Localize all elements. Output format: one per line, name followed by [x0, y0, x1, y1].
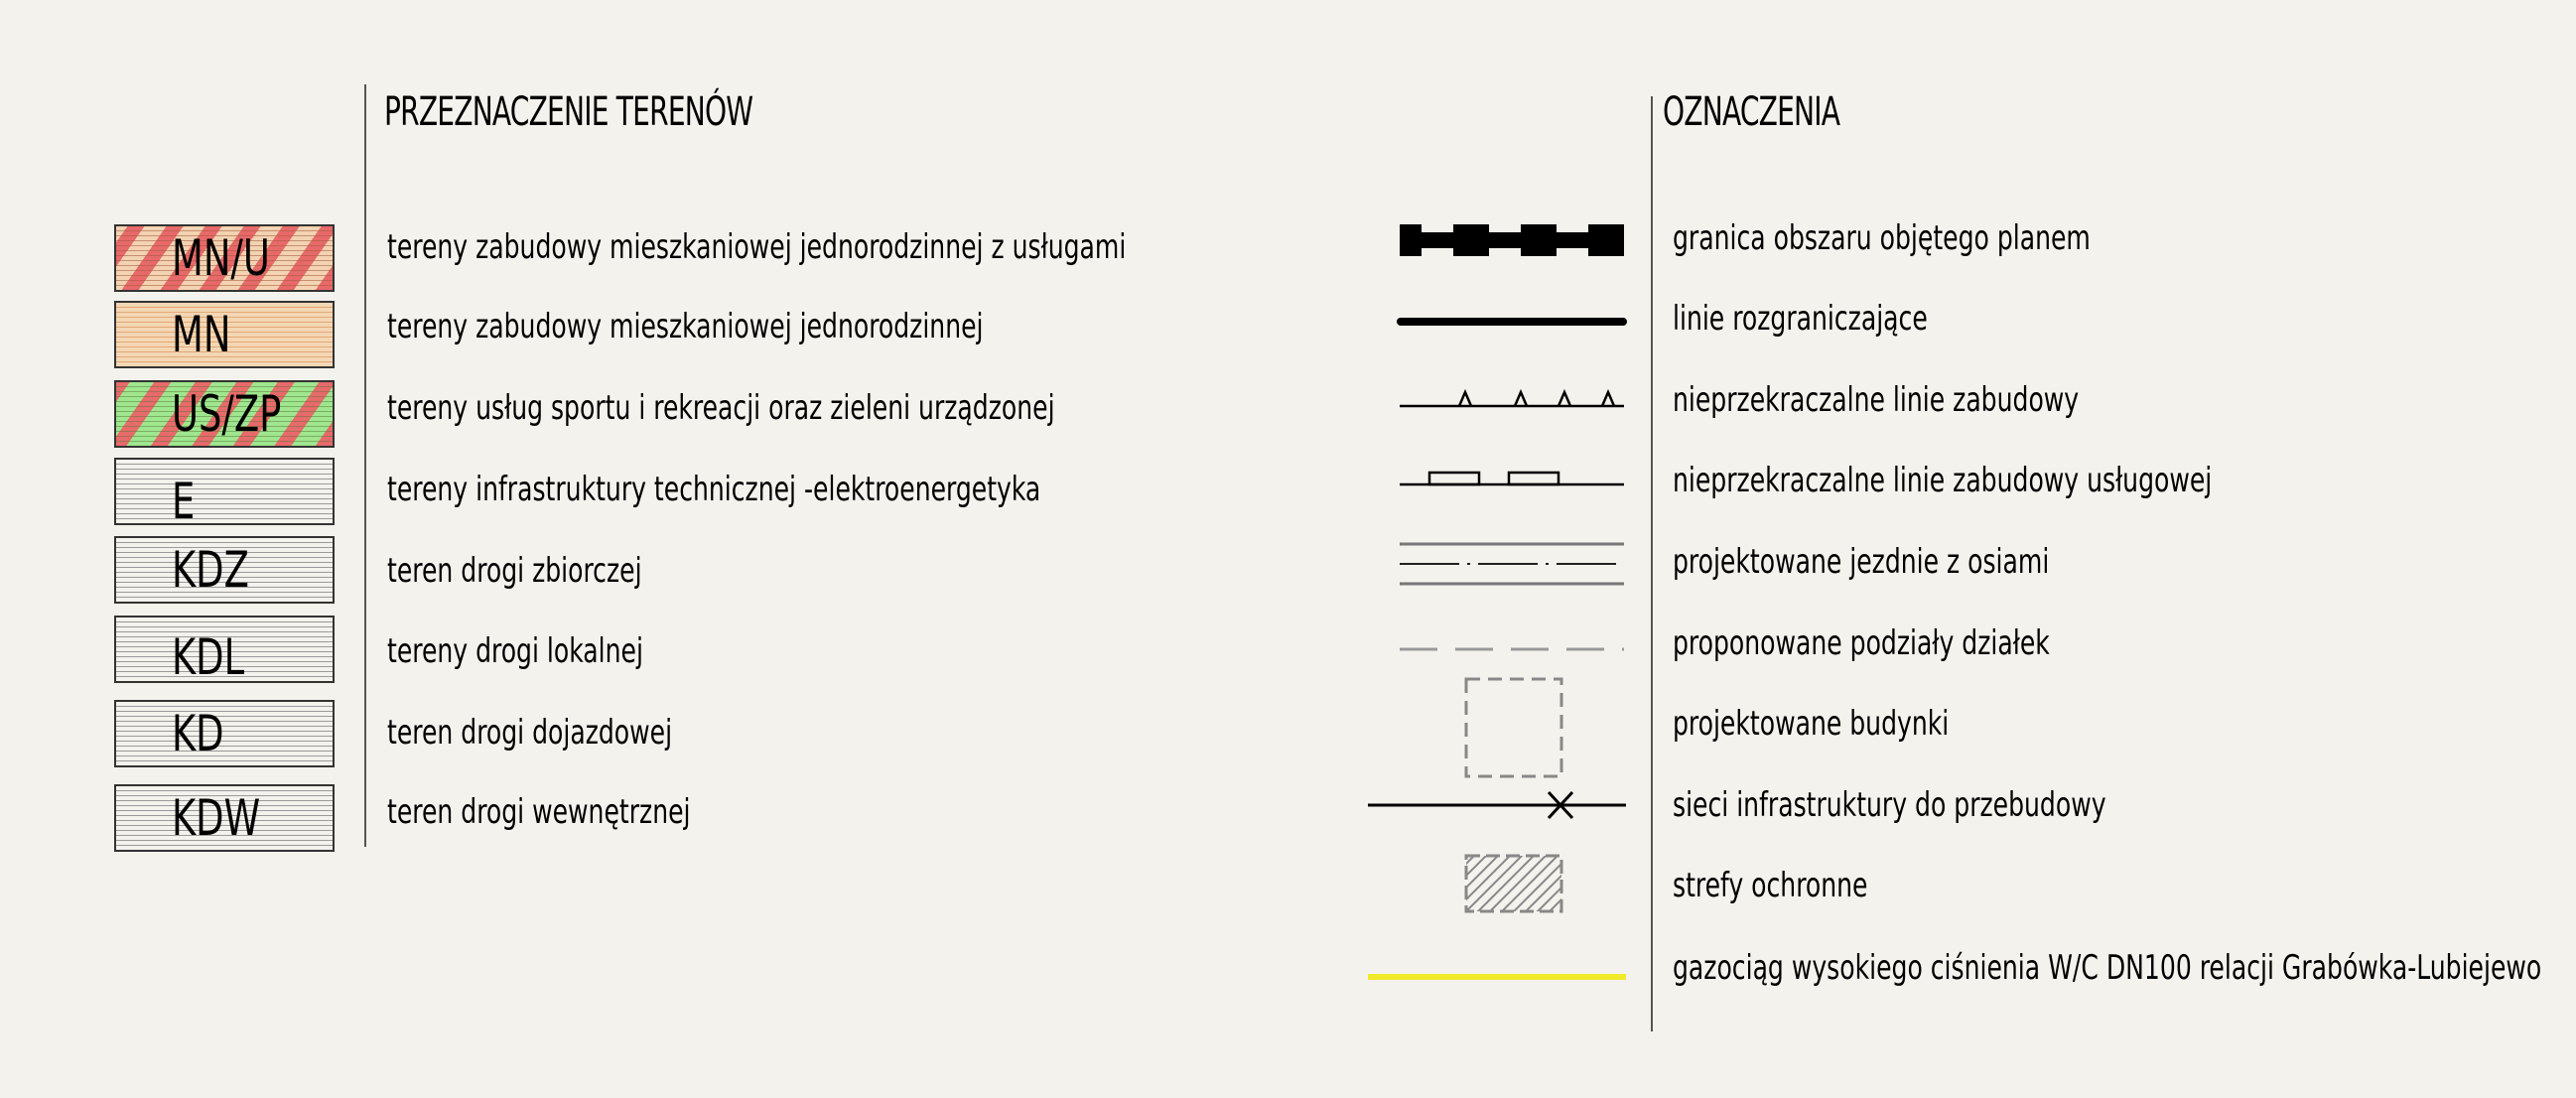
markings-heading: OZNACZENIA — [1663, 89, 1840, 135]
legend-code: US/ZP — [172, 385, 282, 443]
marking-label: nieprzekraczalne linie zabudowy usługowej — [1673, 461, 2213, 500]
legend-code: KDL — [172, 628, 245, 683]
marking-label: projektowane jezdnie z osiami — [1673, 542, 2050, 582]
service-building-line-symbol — [1398, 463, 1626, 492]
right-column-divider — [1651, 96, 1653, 1031]
legend-swatch-e — [114, 458, 335, 525]
marking-label: proponowane podziały działek — [1673, 623, 2050, 663]
legend-code: E — [172, 473, 196, 525]
planned-building-symbol — [1464, 677, 1563, 778]
legend-label: tereny infrastruktury technicznej -elektroenergetyka — [387, 470, 1041, 509]
legend-swatch-kdw — [114, 784, 335, 852]
legend-label: tereny zabudowy mieszkaniowej jednorodzinnej — [387, 307, 984, 346]
marking-label: projektowane budynki — [1673, 704, 1950, 744]
legend-swatch-mn — [114, 301, 335, 368]
legend-code: KDZ — [172, 541, 249, 599]
marking-label: granica obszaru objętego planem — [1673, 218, 2091, 258]
legend-code: MN — [172, 306, 231, 363]
demarcation-line-symbol — [1398, 314, 1626, 330]
legend-swatch-kdl — [114, 616, 335, 683]
roadway-symbol — [1398, 540, 1626, 590]
gas-pipeline-symbol — [1368, 971, 1628, 983]
infrastructure-rebuild-symbol — [1368, 790, 1628, 820]
marking-label: sieci infrastruktury do przebudowy — [1673, 785, 2106, 825]
legend-swatch-kdz — [114, 536, 335, 604]
marking-label: nieprzekraczalne linie zabudowy — [1673, 380, 2080, 420]
legend-code: MN/U — [172, 229, 270, 287]
legend-label: tereny zabudowy mieszkaniowej jednorodzinnej z usługami — [387, 227, 1127, 267]
left-column-divider — [364, 84, 366, 847]
legend-label: tereny drogi lokalnej — [387, 631, 643, 671]
legend-label: teren drogi zbiorczej — [387, 551, 642, 591]
plan-boundary-symbol — [1398, 222, 1626, 258]
marking-label: strefy ochronne — [1673, 866, 1868, 905]
legend-swatch-uszp — [114, 380, 335, 448]
protection-zone-symbol — [1464, 854, 1563, 913]
legend-label: teren drogi wewnętrznej — [387, 792, 691, 832]
legend-swatch-mnu — [114, 224, 335, 292]
legend-swatch-kd — [114, 700, 335, 767]
legend-label: teren drogi dojazdowej — [387, 713, 673, 753]
legend-label: tereny usług sportu i rekreacji oraz zieleni urządzonej — [387, 388, 1055, 428]
plot-division-symbol — [1398, 643, 1626, 655]
marking-label: gazociąg wysokiego ciśnienia W/C DN100 relacji Grabówka-Lubiejewo — [1673, 948, 2542, 988]
building-line-symbol — [1398, 382, 1626, 412]
marking-label: linie rozgraniczające — [1673, 299, 1928, 339]
legend-code: KDW — [172, 789, 261, 847]
land-use-heading: PRZEZNACZENIE TERENÓW — [384, 89, 753, 135]
legend-code: KD — [172, 705, 224, 762]
